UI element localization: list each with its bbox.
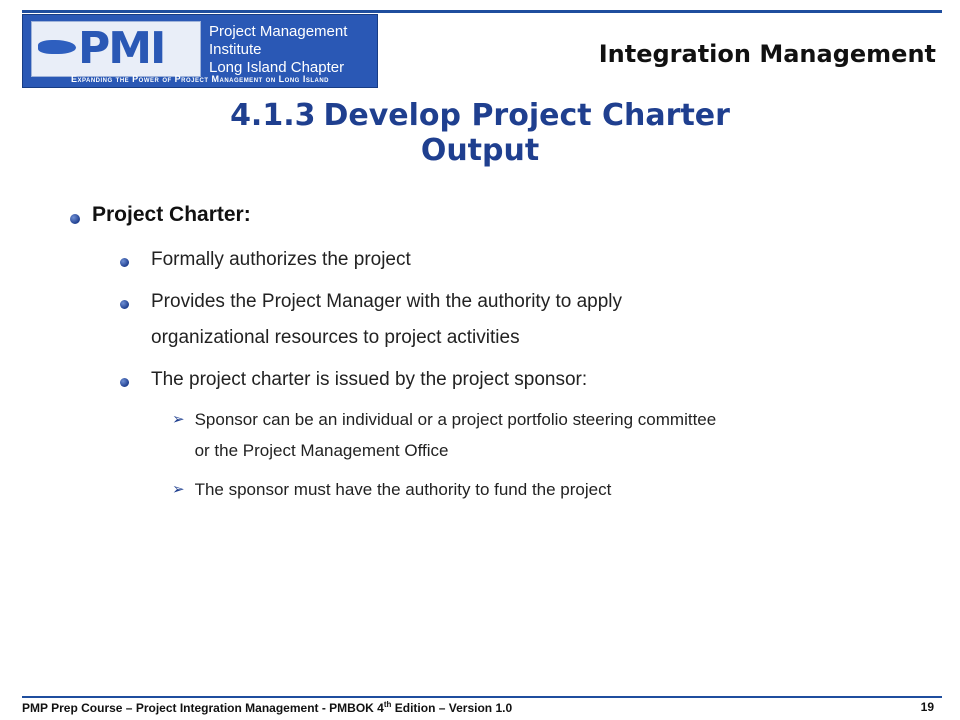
sub-bullet-text: [195, 404, 717, 466]
logo-org-line2: Long Island Chapter: [209, 59, 345, 76]
logo-card: [31, 21, 201, 77]
sub-bullet-line: Sponsor can be an individual or a project portfolio steering committee: [194, 410, 717, 429]
long-island-icon: [38, 40, 76, 54]
top-rule: [22, 10, 942, 13]
bullet-text: Formally authorizes the project: [151, 249, 411, 270]
sub-bullet-text: The sponsor must have the authority to fund the project: [194, 480, 612, 499]
slide-title: [0, 98, 960, 168]
bullet-level2: [120, 284, 930, 356]
bullet-level2: [120, 362, 930, 398]
bullet-dot-icon: [70, 214, 80, 224]
bullet-level2: [120, 242, 930, 278]
slide-subtitle: Output: [420, 133, 540, 168]
pmi-logo: [22, 14, 378, 88]
footer-text-after: Edition – Version 1.0: [391, 701, 513, 715]
arrow-bullet-icon: ➢: [172, 411, 185, 428]
bullet-dot-icon: [120, 300, 129, 309]
bullet-text: The project charter is issued by the project sponsor:: [151, 369, 588, 390]
logo-org-line1: Project Management Institute: [209, 23, 348, 58]
slide-content: [70, 200, 930, 513]
logo-org-name: [209, 23, 377, 77]
section-title: Integration Management: [598, 40, 936, 68]
slide-title-line: [0, 98, 960, 134]
bottom-rule: [22, 696, 942, 698]
bullet-level3: [172, 404, 930, 466]
bullet-text-line: Provides the Project Manager with the authority to apply: [151, 291, 623, 312]
bullet-dot-icon: [120, 258, 129, 267]
logo-tagline: Expanding the Power of Project Management on Long Island: [70, 74, 330, 84]
sub-bullet-line: or the Project Management Office: [194, 441, 449, 460]
footer-text: [22, 700, 512, 715]
bullet-text: [151, 284, 622, 356]
footer-superscript: th: [383, 700, 392, 709]
page-number: 19: [920, 700, 934, 714]
arrow-bullet-icon: ➢: [172, 481, 185, 498]
footer-text-before: PMP Prep Course – Project Integration Management - PMBOK 4: [22, 701, 384, 715]
slide-title-text: Develop Project Charter: [323, 98, 730, 133]
bullet-dot-icon: [120, 378, 129, 387]
bullet-heading: Project Charter:: [92, 203, 251, 226]
bullet-level3: [172, 474, 930, 505]
slide-title-number: 4.1.3: [230, 98, 316, 133]
logo-mark: PMI: [78, 23, 165, 74]
bullet-text-line: organizational resources to project activities: [151, 327, 520, 348]
bullet-level1: [70, 200, 930, 230]
